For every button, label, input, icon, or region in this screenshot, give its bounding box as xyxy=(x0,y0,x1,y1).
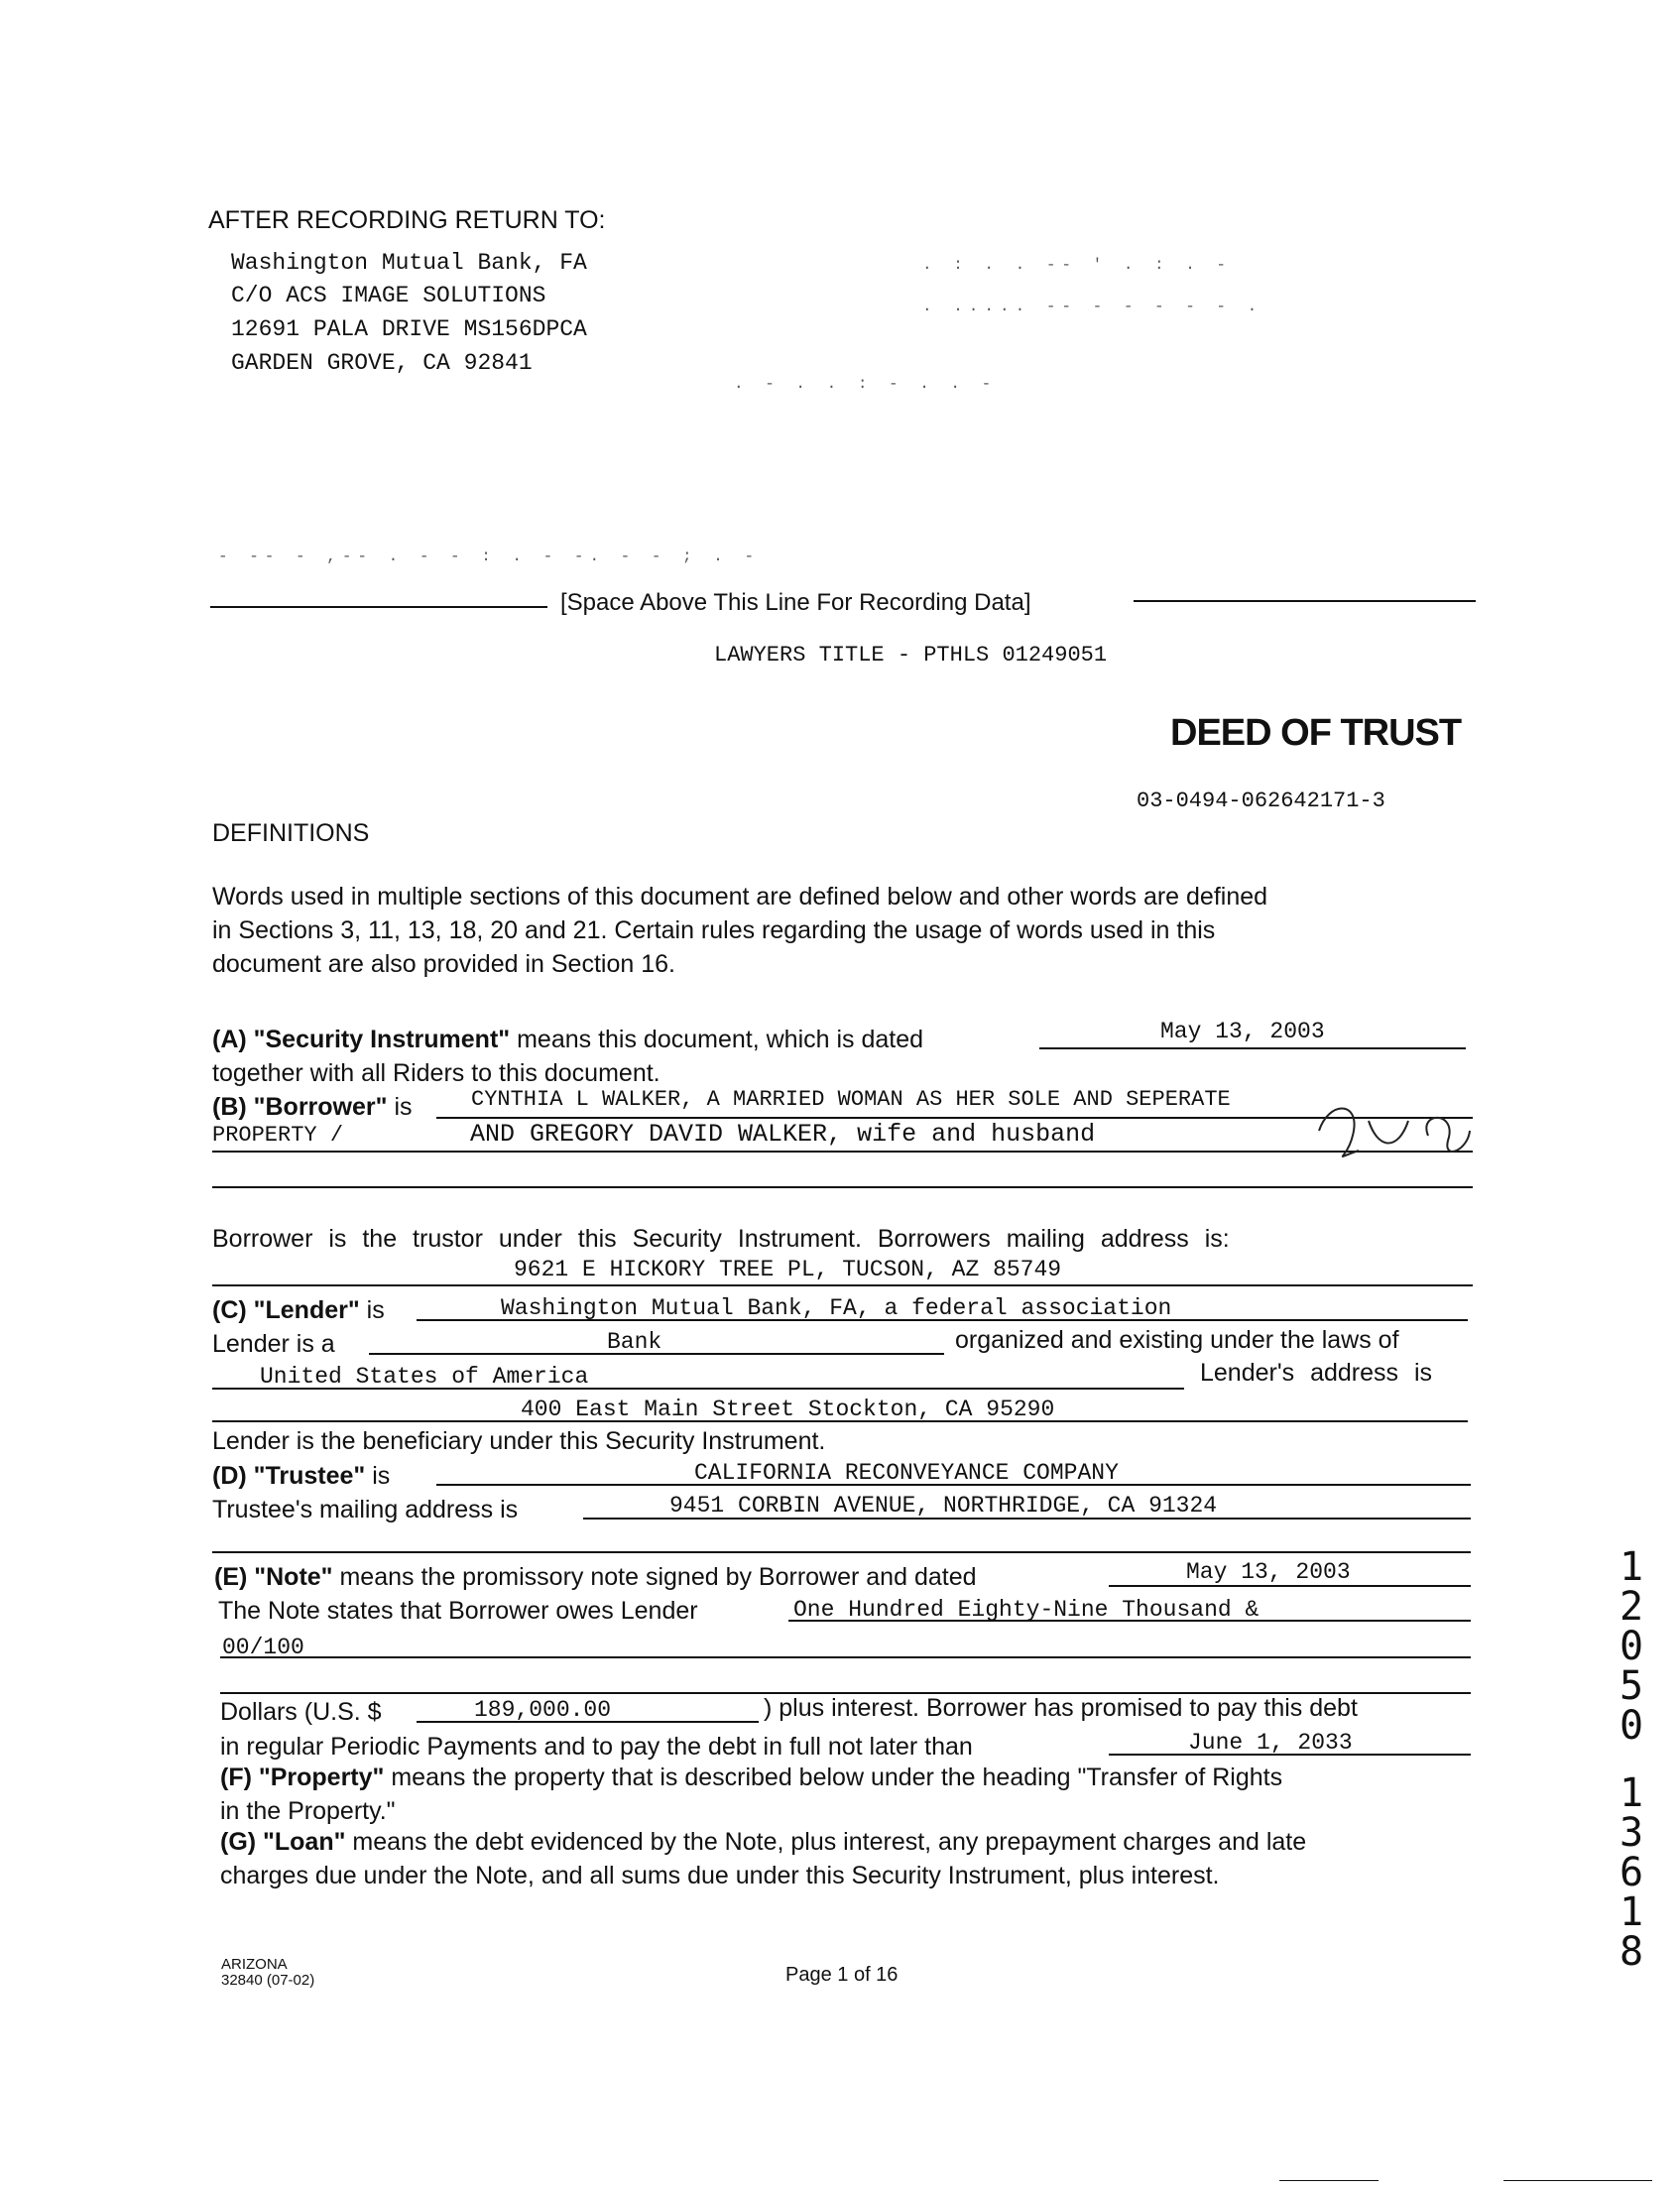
footer-form-number: 32840 (07-02) xyxy=(221,1972,315,1989)
borrower-name-1: CYNTHIA L WALKER, A MARRIED WOMAN AS HER SOLE AND SEPERATE xyxy=(471,1087,1231,1112)
trustee-extra-line xyxy=(212,1551,1471,1553)
recording-rule-left xyxy=(210,606,547,608)
side-number-digit: 2 xyxy=(1619,1584,1644,1630)
recording-rule-right xyxy=(1134,600,1476,602)
note-amount-words-line-2 xyxy=(220,1656,1471,1658)
section-a-text: means this document, which is dated xyxy=(517,1026,924,1053)
return-line-3: 12691 PALA DRIVE MS156DPCA xyxy=(231,316,587,342)
section-f-text: means the property that is described below under the heading "Transfer of Rights xyxy=(391,1764,1283,1791)
section-f xyxy=(220,1762,1282,1794)
section-b-label: (B) "Borrower" xyxy=(212,1093,388,1121)
side-number-digit: 0 xyxy=(1619,1703,1644,1749)
side-number-digit: 6 xyxy=(1619,1850,1644,1895)
note-date: May 13, 2003 xyxy=(1186,1559,1351,1585)
note-amount: 189,000.00 xyxy=(474,1697,612,1723)
section-b-line-2 xyxy=(212,1151,1473,1153)
scan-noise: . : . . -- ' . : . - xyxy=(922,256,1233,274)
section-c-is: is xyxy=(366,1296,385,1324)
footer-state: ARIZONA xyxy=(221,1956,288,1973)
lender-address: 400 East Main Street Stockton, CA 95290 xyxy=(521,1397,1055,1422)
section-a-date: May 13, 2003 xyxy=(1160,1019,1325,1044)
trustee-address: 9451 CORBIN AVENUE, NORTHRIDGE, CA 91324 xyxy=(669,1493,1218,1519)
lender-organized: organized and existing under the laws of xyxy=(955,1326,1399,1354)
section-e-label: (E) "Note" xyxy=(214,1563,333,1591)
section-a xyxy=(212,1024,923,1056)
recording-line-text: [Space Above This Line For Recording Data] xyxy=(560,589,1031,616)
lender-is-a: Lender is a xyxy=(212,1330,335,1358)
bottom-rule-left xyxy=(1279,2180,1379,2181)
section-b xyxy=(212,1091,413,1124)
note-periodic: in regular Periodic Payments and to pay the debt in full not later than xyxy=(220,1733,973,1761)
initials-mark xyxy=(1299,1091,1478,1170)
section-b-is: is xyxy=(394,1093,413,1121)
intro-line-1: Words used in multiple sections of this document are defined below and other words are defined xyxy=(212,883,1268,911)
bottom-rule-right xyxy=(1503,2180,1652,2181)
definitions-heading: DEFINITIONS xyxy=(212,819,370,847)
note-amount-words-2: 00/100 xyxy=(222,1635,304,1660)
trustee-address-label: Trustee's mailing address is xyxy=(212,1496,519,1523)
intro-line-3: document are also provided in Section 16. xyxy=(212,950,675,978)
lender-beneficiary: Lender is the beneficiary under this Security Instrument. xyxy=(212,1427,826,1455)
side-number-digit: 1 xyxy=(1619,1544,1644,1590)
section-g xyxy=(220,1826,1306,1859)
note-dollars-suffix: ) plus interest. Borrower has promised to pay this debt xyxy=(764,1694,1358,1722)
return-line-1: Washington Mutual Bank, FA xyxy=(231,250,587,276)
side-number-digit: 3 xyxy=(1619,1810,1644,1856)
borrower-name-2: AND GREGORY DAVID WALKER, wife and husband xyxy=(470,1120,1096,1149)
section-e-text: means the promissory note signed by Borrower and dated xyxy=(339,1563,977,1591)
loan-number: 03-0494-062642171-3 xyxy=(1137,789,1385,813)
section-g-cont: charges due under the Note, and all sums due under this Security Instrument, plus interest. xyxy=(220,1862,1220,1889)
section-b-line-3 xyxy=(212,1186,1473,1188)
return-line-4: GARDEN GROVE, CA 92841 xyxy=(231,350,533,376)
note-dollars-prefix: Dollars (U.S. $ xyxy=(220,1698,382,1726)
scan-noise: . - . . : - . . - xyxy=(734,375,998,393)
scan-noise: . ..... -- - - - - - . xyxy=(922,298,1263,315)
side-number-digit: 1 xyxy=(1619,1889,1644,1935)
side-number-digit: 1 xyxy=(1619,1770,1644,1816)
return-heading: AFTER RECORDING RETURN TO: xyxy=(208,206,606,234)
lender-name: Washington Mutual Bank, FA, a federal association xyxy=(501,1295,1172,1321)
section-d xyxy=(212,1460,390,1493)
section-a-date-line xyxy=(1039,1047,1466,1049)
section-a-label: (A) "Security Instrument" xyxy=(212,1026,511,1053)
section-c-label: (C) "Lender" xyxy=(212,1296,360,1324)
borrower-name-2-prefix: PROPERTY / xyxy=(212,1123,344,1148)
section-c xyxy=(212,1294,385,1327)
lender-address-label: Lender's address is xyxy=(1200,1359,1433,1387)
borrower-trustor-text: Borrower is the trustor under this Security Instrument. Borrowers mailing address is: xyxy=(212,1225,1230,1253)
title-reference: LAWYERS TITLE - PTHLS 01249051 xyxy=(714,643,1108,668)
scan-noise: - -- - ,-- . - - : . - -. - - ; . - xyxy=(218,548,761,565)
side-number-digit: 0 xyxy=(1619,1624,1644,1669)
section-d-label: (D) "Trustee" xyxy=(212,1462,366,1490)
section-d-is: is xyxy=(372,1462,391,1490)
side-number-digit: 5 xyxy=(1619,1663,1644,1709)
section-e xyxy=(214,1561,977,1594)
document-title: DEED OF TRUST xyxy=(1170,712,1462,754)
borrower-address: 9621 E HICKORY TREE PL, TUCSON, AZ 85749 xyxy=(514,1257,1062,1282)
section-a-cont: together with all Riders to this document. xyxy=(212,1059,660,1087)
note-date-line xyxy=(1109,1585,1471,1587)
lender-country: United States of America xyxy=(260,1364,589,1390)
return-line-2: C/O ACS IMAGE SOLUTIONS xyxy=(231,283,546,308)
section-g-text: means the debt evidenced by the Note, plus interest, any prepayment charges and late xyxy=(352,1828,1307,1856)
section-f-label: (F) "Property" xyxy=(220,1764,385,1791)
note-owes: The Note states that Borrower owes Lender xyxy=(218,1597,698,1625)
section-f-cont: in the Property." xyxy=(220,1797,396,1825)
note-amount-words-1: One Hundred Eighty-Nine Thousand & xyxy=(793,1597,1260,1623)
trustee-name: CALIFORNIA RECONVEYANCE COMPANY xyxy=(694,1460,1119,1486)
section-g-label: (G) "Loan" xyxy=(220,1828,346,1856)
side-number-digit: 8 xyxy=(1619,1929,1644,1975)
footer-page-number: Page 1 of 16 xyxy=(785,1964,899,1986)
maturity-date: June 1, 2033 xyxy=(1188,1730,1353,1756)
lender-type: Bank xyxy=(607,1329,662,1355)
intro-line-2: in Sections 3, 11, 13, 18, 20 and 21. Certain rules regarding the usage of words used in this xyxy=(212,916,1216,944)
borrower-address-line xyxy=(212,1284,1473,1286)
